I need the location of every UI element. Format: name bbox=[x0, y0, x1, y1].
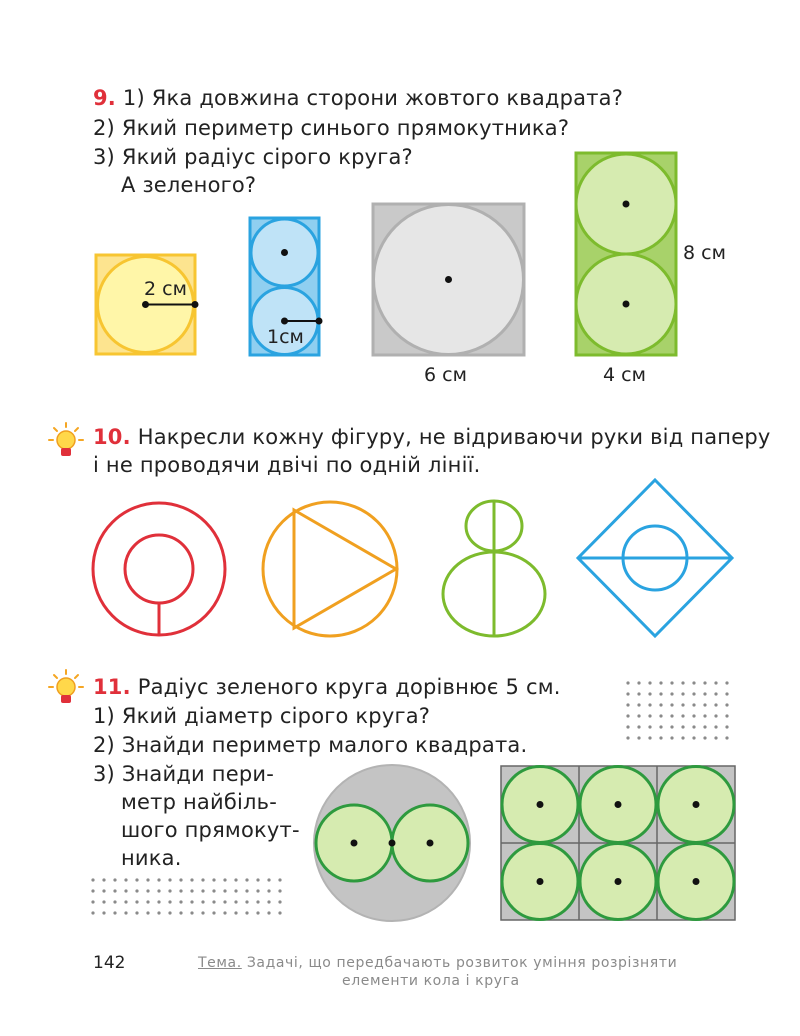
task11-text1: Радіус зеленого круга дорівнює 5 см. bbox=[137, 675, 561, 699]
decorative-dot bbox=[223, 889, 226, 892]
decorative-dot bbox=[670, 736, 673, 739]
decorative-dot bbox=[135, 900, 138, 903]
decorative-dot bbox=[102, 878, 105, 881]
decorative-dot bbox=[659, 703, 662, 706]
decorative-dot bbox=[637, 736, 640, 739]
decorative-dot bbox=[190, 900, 193, 903]
decorative-dot bbox=[681, 692, 684, 695]
gray-square-figure bbox=[373, 204, 524, 355]
decorative-dot bbox=[648, 714, 651, 717]
decorative-dot bbox=[703, 703, 706, 706]
decorative-dot bbox=[626, 703, 629, 706]
green-height-label: 8 см bbox=[683, 242, 726, 264]
decorative-dot bbox=[157, 878, 160, 881]
decorative-dot bbox=[124, 900, 127, 903]
decorative-dot bbox=[190, 911, 193, 914]
decorative-dot bbox=[157, 889, 160, 892]
decorative-dot bbox=[267, 889, 270, 892]
decorative-dot bbox=[146, 911, 149, 914]
decorative-dot bbox=[278, 889, 281, 892]
decorative-dot bbox=[703, 725, 706, 728]
decorative-dot bbox=[648, 692, 651, 695]
decorative-dot bbox=[256, 911, 259, 914]
gray-big-circle-figure bbox=[314, 765, 470, 921]
decorative-dot bbox=[670, 725, 673, 728]
footer-topic-text1: Задачі, що передбачають розвиток уміння розрізняти bbox=[241, 955, 678, 971]
decorative-dot bbox=[234, 889, 237, 892]
decorative-dot bbox=[124, 889, 127, 892]
decorative-dot bbox=[201, 889, 204, 892]
gray-side-label: 6 см bbox=[424, 364, 467, 386]
decorative-dot bbox=[714, 692, 717, 695]
decorative-dot bbox=[725, 736, 728, 739]
task11-question1: 1) Який діаметр сірого круга? bbox=[93, 704, 431, 728]
decorative-dot bbox=[692, 681, 695, 684]
decorative-dot bbox=[626, 681, 629, 684]
red-ring-figure bbox=[93, 503, 225, 635]
decorative-dot bbox=[681, 736, 684, 739]
decorative-dot bbox=[168, 911, 171, 914]
decorative-dot bbox=[256, 878, 259, 881]
task9-question3b: А зеленого? bbox=[121, 173, 257, 197]
decorative-dot bbox=[190, 878, 193, 881]
decorative-dot bbox=[234, 878, 237, 881]
task9-question3: 3) Який радіус сірого круга? bbox=[93, 145, 413, 169]
decorative-dot bbox=[692, 725, 695, 728]
decorative-dot bbox=[245, 900, 248, 903]
decorative-dot bbox=[190, 889, 193, 892]
decorative-dot bbox=[659, 681, 662, 684]
decorative-dot bbox=[113, 878, 116, 881]
lightbulb-icon bbox=[49, 670, 83, 703]
decorative-dot bbox=[278, 911, 281, 914]
decorative-dot bbox=[135, 889, 138, 892]
decorative-dot bbox=[670, 714, 673, 717]
task11-question3a: 3) Знайди пери- bbox=[93, 762, 274, 786]
decorative-dot bbox=[648, 681, 651, 684]
decorative-dot bbox=[135, 878, 138, 881]
orange-circle-triangle-figure bbox=[263, 502, 397, 636]
decorative-dot bbox=[725, 714, 728, 717]
decorative-dot bbox=[245, 889, 248, 892]
decorative-dot bbox=[234, 900, 237, 903]
decorative-dot bbox=[91, 911, 94, 914]
decorative-dot bbox=[714, 725, 717, 728]
decorative-dot bbox=[637, 725, 640, 728]
decorative-dot bbox=[223, 911, 226, 914]
blue-rhombus-figure bbox=[578, 480, 732, 636]
decorative-dot bbox=[659, 714, 662, 717]
decorative-dot bbox=[278, 878, 281, 881]
decorative-dot bbox=[179, 889, 182, 892]
yellow-square-figure bbox=[96, 255, 199, 354]
decorative-dot bbox=[212, 900, 215, 903]
decorative-dot bbox=[659, 692, 662, 695]
decorative-dot bbox=[256, 900, 259, 903]
green-rectangle-figure bbox=[576, 153, 676, 355]
grid-rectangle-figure bbox=[501, 766, 735, 920]
decorative-dot bbox=[212, 911, 215, 914]
task10-text1: Накресли кожну фігуру, не відриваючи руки від паперу bbox=[137, 425, 771, 449]
decorative-dot bbox=[267, 900, 270, 903]
decorative-dot bbox=[278, 900, 281, 903]
decorative-dot bbox=[212, 878, 215, 881]
decorative-dot bbox=[157, 911, 160, 914]
decorative-dot bbox=[681, 725, 684, 728]
dot-grid-bottom-left bbox=[91, 878, 281, 914]
decorative-dot bbox=[201, 900, 204, 903]
decorative-dot bbox=[179, 878, 182, 881]
decorative-dot bbox=[637, 714, 640, 717]
decorative-dot bbox=[714, 714, 717, 717]
task10-number: 10. bbox=[93, 425, 131, 449]
decorative-dot bbox=[234, 911, 237, 914]
decorative-dot bbox=[146, 878, 149, 881]
decorative-dot bbox=[659, 736, 662, 739]
decorative-dot bbox=[714, 681, 717, 684]
decorative-dot bbox=[659, 725, 662, 728]
decorative-dot bbox=[245, 878, 248, 881]
dot-grid-top-right bbox=[626, 681, 728, 739]
blue-radius-label: 1см bbox=[267, 326, 304, 348]
footer-topic-line1 bbox=[198, 955, 677, 971]
green-width-label: 4 см bbox=[603, 364, 646, 386]
task9-question2: 2) Який периметр синього прямокутника? bbox=[93, 116, 570, 140]
footer-topic-label: Тема. bbox=[198, 955, 242, 971]
decorative-dot bbox=[626, 692, 629, 695]
task10-line1 bbox=[93, 425, 771, 449]
decorative-dot bbox=[212, 889, 215, 892]
decorative-dot bbox=[670, 681, 673, 684]
decorative-dot bbox=[168, 900, 171, 903]
task11-question3b: метр найбіль- bbox=[121, 790, 278, 814]
decorative-dot bbox=[245, 911, 248, 914]
decorative-dot bbox=[179, 900, 182, 903]
decorative-dot bbox=[256, 889, 259, 892]
task11-number: 11. bbox=[93, 675, 131, 699]
decorative-dot bbox=[637, 703, 640, 706]
decorative-dot bbox=[703, 692, 706, 695]
decorative-dot bbox=[223, 900, 226, 903]
decorative-dot bbox=[703, 681, 706, 684]
decorative-dot bbox=[113, 911, 116, 914]
decorative-dot bbox=[223, 878, 226, 881]
decorative-dot bbox=[267, 911, 270, 914]
decorative-dot bbox=[179, 911, 182, 914]
task11-question2: 2) Знайди периметр малого квадрата. bbox=[93, 733, 528, 757]
decorative-dot bbox=[648, 703, 651, 706]
task9-number: 9. bbox=[93, 86, 116, 110]
decorative-dot bbox=[692, 736, 695, 739]
task11-question3c: шого прямокут- bbox=[121, 818, 300, 842]
decorative-dot bbox=[113, 900, 116, 903]
decorative-dot bbox=[91, 889, 94, 892]
green-eight-figure bbox=[443, 501, 545, 636]
task11-line1 bbox=[93, 675, 561, 699]
decorative-dot bbox=[157, 900, 160, 903]
decorative-dot bbox=[692, 692, 695, 695]
decorative-dot bbox=[725, 725, 728, 728]
decorative-dot bbox=[146, 900, 149, 903]
decorative-dot bbox=[113, 889, 116, 892]
decorative-dot bbox=[692, 714, 695, 717]
decorative-dot bbox=[168, 878, 171, 881]
footer-topic-text2: елементи кола і круга bbox=[342, 973, 520, 989]
decorative-dot bbox=[102, 911, 105, 914]
decorative-dot bbox=[102, 900, 105, 903]
decorative-dot bbox=[91, 878, 94, 881]
decorative-dot bbox=[692, 703, 695, 706]
decorative-dot bbox=[648, 736, 651, 739]
decorative-dot bbox=[725, 692, 728, 695]
decorative-dot bbox=[102, 889, 105, 892]
lightbulb-icon bbox=[49, 423, 83, 456]
decorative-dot bbox=[267, 878, 270, 881]
task11-question3d: ника. bbox=[121, 846, 182, 870]
decorative-dot bbox=[135, 911, 138, 914]
decorative-dot bbox=[146, 889, 149, 892]
decorative-dot bbox=[670, 692, 673, 695]
task9-question1: 1) Яка довжина сторони жовтого квадрата? bbox=[122, 86, 624, 110]
decorative-dot bbox=[124, 878, 127, 881]
task10-text2: і не проводячи двічі по одній лінії. bbox=[93, 453, 481, 477]
decorative-dot bbox=[637, 681, 640, 684]
decorative-dot bbox=[637, 692, 640, 695]
decorative-dot bbox=[725, 681, 728, 684]
yellow-radius-label: 2 см bbox=[144, 278, 187, 300]
decorative-dot bbox=[725, 703, 728, 706]
decorative-dot bbox=[91, 900, 94, 903]
decorative-dot bbox=[626, 736, 629, 739]
decorative-dot bbox=[714, 703, 717, 706]
decorative-dot bbox=[201, 878, 204, 881]
decorative-dot bbox=[124, 911, 127, 914]
decorative-dot bbox=[168, 889, 171, 892]
decorative-dot bbox=[681, 703, 684, 706]
decorative-dot bbox=[703, 736, 706, 739]
page-number: 142 bbox=[93, 953, 126, 973]
decorative-dot bbox=[681, 714, 684, 717]
decorative-dot bbox=[648, 725, 651, 728]
decorative-dot bbox=[703, 714, 706, 717]
decorative-dot bbox=[626, 725, 629, 728]
decorative-dot bbox=[681, 681, 684, 684]
decorative-dot bbox=[626, 714, 629, 717]
decorative-dot bbox=[714, 736, 717, 739]
decorative-dot bbox=[670, 703, 673, 706]
decorative-dot bbox=[201, 911, 204, 914]
